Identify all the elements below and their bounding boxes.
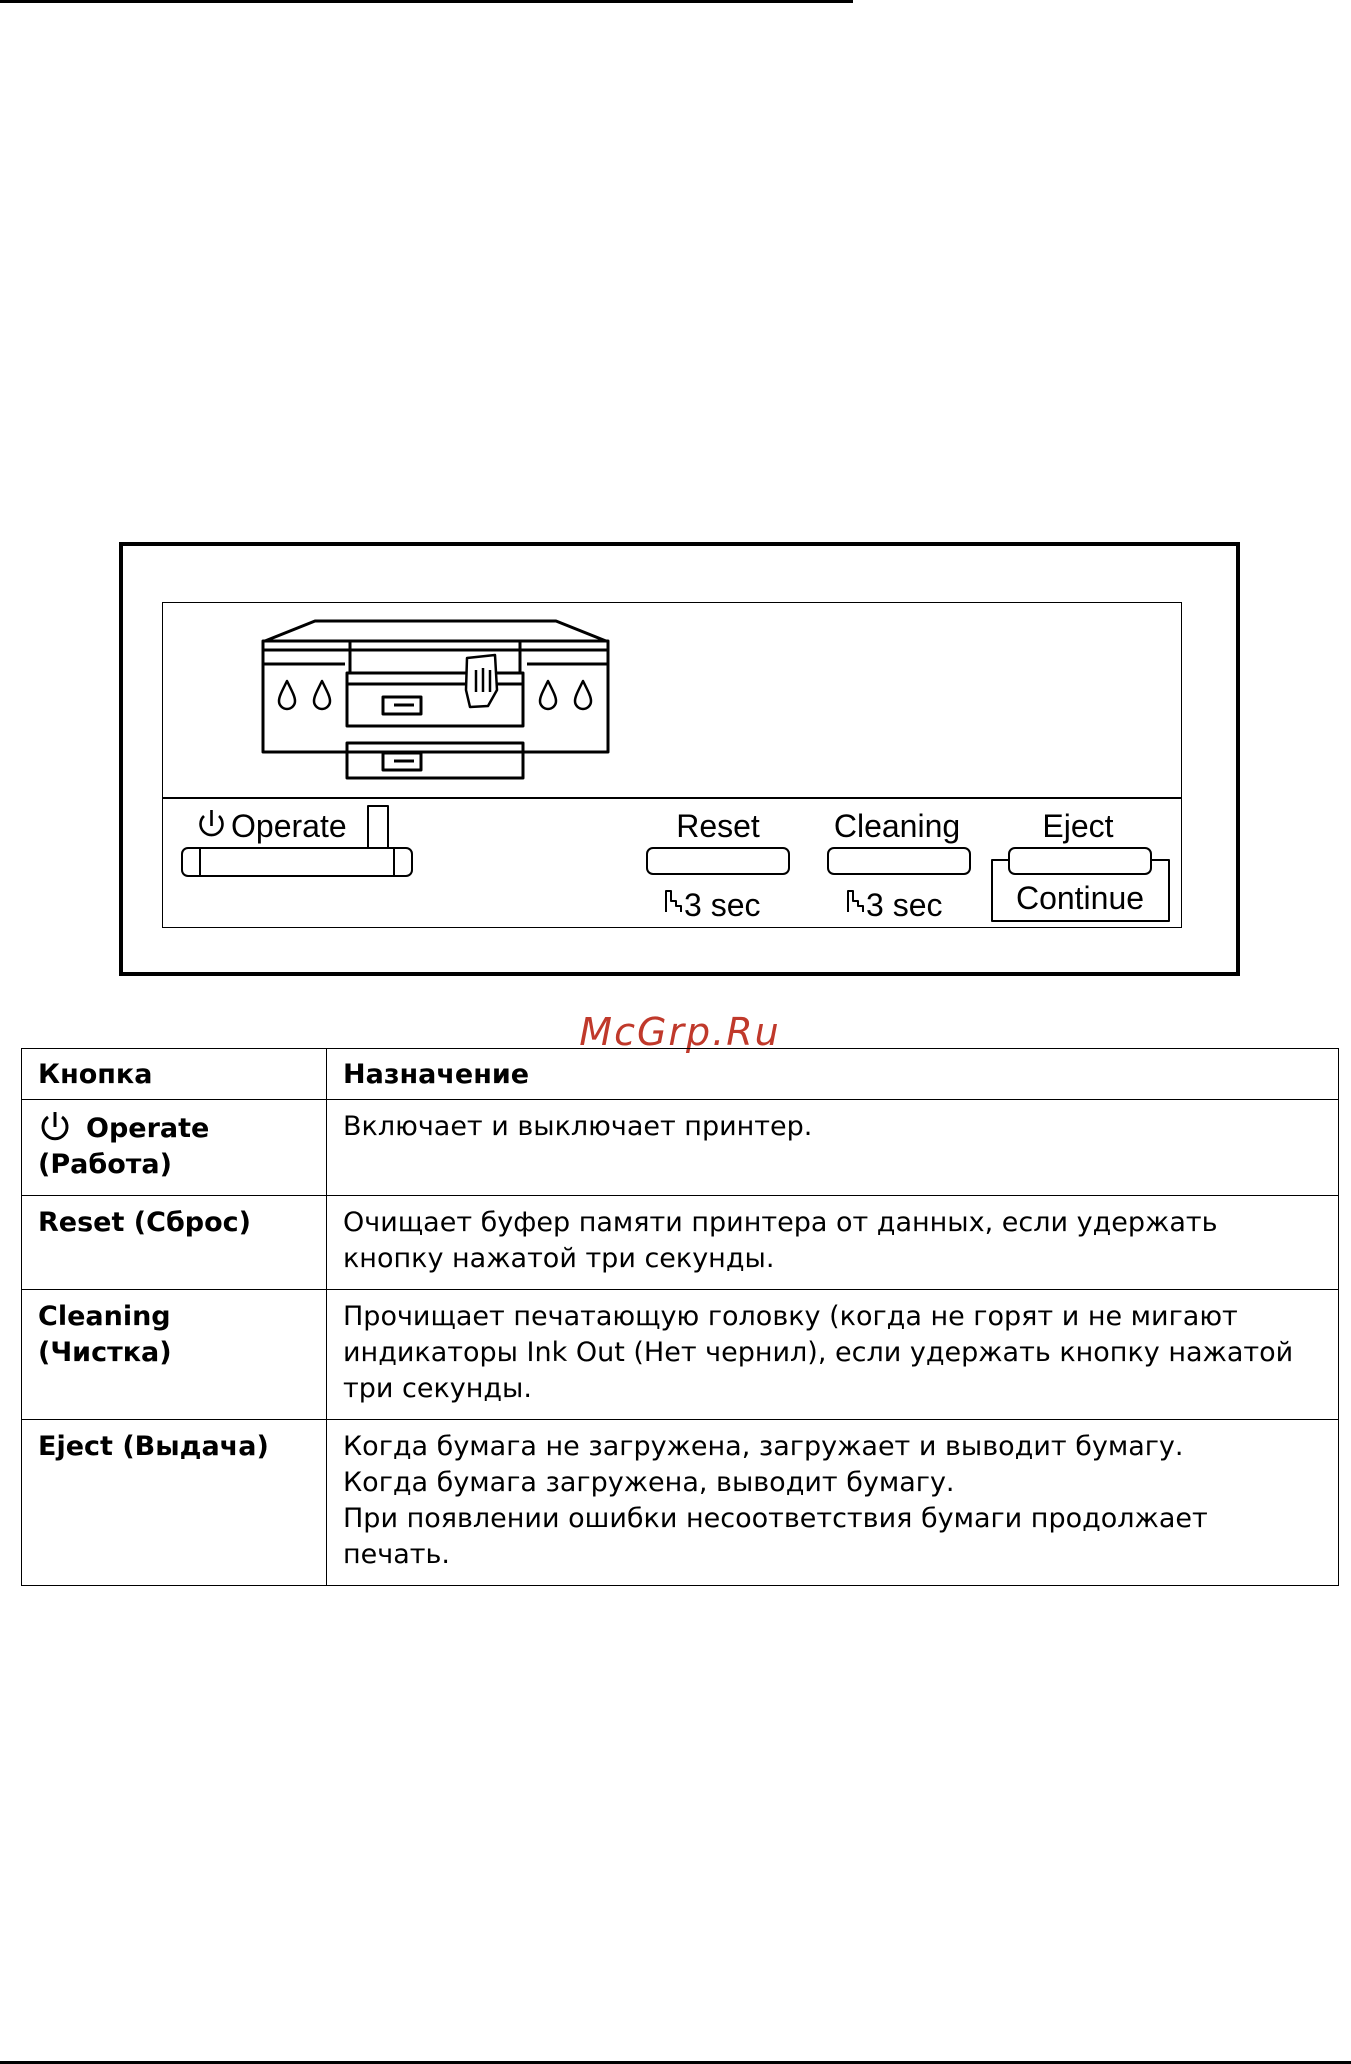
operate-label: Operate <box>231 808 347 844</box>
eject-button-outline <box>1009 848 1151 874</box>
continue-label: Continue <box>1015 880 1145 916</box>
purpose-line: кнопку нажатой три секунды. <box>343 1243 775 1274</box>
button-cell <box>22 1290 327 1420</box>
table-header-row <box>22 1049 1339 1100</box>
cleaning-hold-time: 3 sec <box>866 887 943 923</box>
button-name: Cleaning (Чистка) <box>38 1301 172 1368</box>
watermark: McGrp.Ru <box>579 1010 781 1054</box>
button-name: Operate <box>86 1113 210 1144</box>
purpose-line: индикаторы Ink Out (Нет чернил), если удержать кнопку нажатой <box>343 1337 1294 1368</box>
button-name-line2: (Работа) <box>38 1149 172 1180</box>
buttons-table <box>21 1048 1339 1586</box>
table-row <box>22 1290 1339 1420</box>
operate-button-outline <box>182 848 412 876</box>
header-purpose: Назначение <box>327 1049 1339 1100</box>
cleaning-label: Cleaning <box>833 808 961 844</box>
button-name: Reset (Сброс) <box>38 1207 252 1238</box>
purpose-line: Когда бумага не загружена, загружает и выводит бумагу. <box>343 1431 1184 1462</box>
reset-label: Reset <box>676 808 760 844</box>
power-icon <box>38 1109 72 1143</box>
purpose-line: печать. <box>343 1539 450 1570</box>
purpose-cell <box>327 1196 1339 1290</box>
button-name: Eject (Выдача) <box>38 1431 269 1462</box>
eject-label: Eject <box>1042 808 1114 844</box>
purpose-cell <box>327 1420 1339 1586</box>
reset-hold-time: 3 sec <box>684 887 761 923</box>
hand-press-icon <box>466 655 497 707</box>
button-cell <box>22 1420 327 1586</box>
button-cell <box>22 1196 327 1290</box>
purpose-line: При появлении ошибки несоответствия бумаги продолжает <box>343 1503 1208 1534</box>
purpose-line: Когда бумага загружена, выводит бумагу. <box>343 1467 955 1498</box>
cleaning-button-outline <box>828 848 970 874</box>
table-row <box>22 1420 1339 1586</box>
purpose-line: Очищает буфер памяти принтера от данных, если удержать <box>343 1207 1218 1238</box>
button-cell <box>22 1100 327 1196</box>
purpose-cell <box>327 1100 1339 1196</box>
purpose-line: три секунды. <box>343 1373 532 1404</box>
purpose-line: Включает и выключает принтер. <box>343 1111 813 1142</box>
power-icon <box>201 810 223 835</box>
table-row <box>22 1100 1339 1196</box>
table-row <box>22 1196 1339 1290</box>
operate-indicator-led <box>368 806 388 848</box>
header-button: Кнопка <box>22 1049 327 1100</box>
purpose-cell <box>327 1290 1339 1420</box>
reset-button-outline <box>647 848 789 874</box>
purpose-line: Прочищает печатающую головку (когда не горят и не мигают <box>343 1301 1238 1332</box>
